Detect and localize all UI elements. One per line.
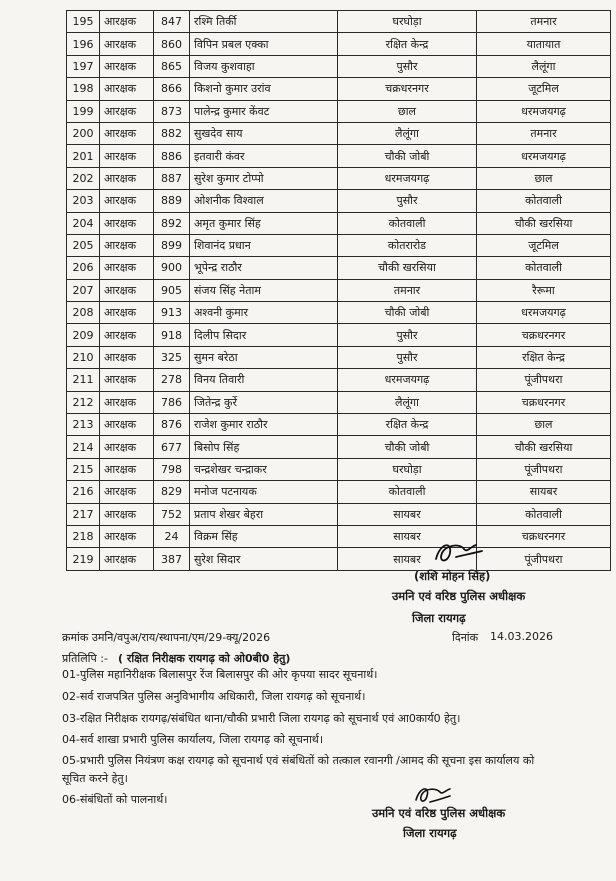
current-posting: पुसौर	[338, 55, 477, 77]
badge-number: 899	[154, 234, 190, 256]
table-row	[67, 145, 611, 167]
serial-number: 197	[67, 55, 100, 77]
employee-name: विक्रम सिंह	[190, 525, 338, 547]
current-posting: चक्रधरनगर	[338, 78, 477, 100]
current-posting: लैलूंगा	[338, 122, 477, 144]
badge-number: 24	[154, 525, 190, 547]
current-posting: पुसौर	[338, 346, 477, 368]
employee-name: इतवारी कंवर	[190, 145, 338, 167]
new-posting: चक्रधरनगर	[477, 391, 611, 413]
new-posting: धरमजयगढ़	[477, 145, 611, 167]
employee-name: मनोज पटनायक	[190, 481, 338, 503]
copy-recipient: ( रक्षित निरीक्षक रायगढ़ को ओ0बी0 हेतु)	[118, 652, 291, 665]
serial-number: 210	[67, 346, 100, 368]
employee-name: दिलीप सिदार	[190, 324, 338, 346]
badge-number: 918	[154, 324, 190, 346]
serial-number: 214	[67, 436, 100, 458]
employee-name: बिसोप सिंह	[190, 436, 338, 458]
badge-number: 752	[154, 503, 190, 525]
serial-number: 206	[67, 257, 100, 279]
table-row	[67, 525, 611, 547]
badge-number: 892	[154, 212, 190, 234]
employee-name: सुरेश सिदार	[190, 548, 338, 570]
table-row	[67, 212, 611, 234]
new-posting: तमनार	[477, 11, 611, 33]
footer-designation: उमनि एवं वरिष्ठ पुलिस अधीक्षक	[372, 806, 506, 820]
rank: आरक्षक	[100, 212, 154, 234]
transfer-table	[66, 10, 611, 571]
current-posting: सायबर	[338, 503, 477, 525]
table-row	[67, 414, 611, 436]
rank: आरक्षक	[100, 548, 154, 570]
new-posting: रैरूमा	[477, 279, 611, 301]
badge-number: 913	[154, 302, 190, 324]
order-date: 14.03.2026	[490, 630, 553, 643]
employee-name: किशनो कुमार उरांव	[190, 78, 338, 100]
new-posting: कोतवाली	[477, 190, 611, 212]
table-row	[67, 481, 611, 503]
new-posting: चौकी खरसिया	[477, 436, 611, 458]
badge-number: 873	[154, 100, 190, 122]
new-posting: तमनार	[477, 122, 611, 144]
signature-mark	[430, 539, 490, 567]
new-posting: चौकी खरसिया	[477, 212, 611, 234]
table-row	[67, 78, 611, 100]
copy-item-3: 03-रक्षित निरीक्षक रायगढ़/संबंधित थाना/चौकी प्रभारी जिला रायगढ़ को सूचनार्थ एवं आ0कार्य0 हेतु।	[62, 712, 461, 725]
employee-name: अश्वनी कुमार	[190, 302, 338, 324]
table-row	[67, 302, 611, 324]
new-posting: छाल	[477, 167, 611, 189]
new-posting: चक्रधरनगर	[477, 324, 611, 346]
rank: आरक्षक	[100, 414, 154, 436]
serial-number: 201	[67, 145, 100, 167]
badge-number: 865	[154, 55, 190, 77]
copy-item-1: 01-पुलिस महानिरीक्षक बिलासपुर रेंज बिलासपुर की ओर कृपया सादर सूचनार्थ।	[62, 668, 378, 681]
table-row	[67, 324, 611, 346]
current-posting: लैलूंगा	[338, 391, 477, 413]
new-posting: सायबर	[477, 481, 611, 503]
rank: आरक्षक	[100, 100, 154, 122]
current-posting: तमनार	[338, 279, 477, 301]
rank: आरक्षक	[100, 145, 154, 167]
current-posting: चौकी जोबी	[338, 145, 477, 167]
badge-number: 387	[154, 548, 190, 570]
serial-number: 219	[67, 548, 100, 570]
current-posting: सायबर	[338, 525, 477, 547]
rank: आरक्षक	[100, 458, 154, 480]
serial-number: 198	[67, 78, 100, 100]
employee-name: शिवानंद प्रधान	[190, 234, 338, 256]
employee-name: रश्मि तिर्की	[190, 11, 338, 33]
serial-number: 204	[67, 212, 100, 234]
current-posting: रक्षित केन्द्र	[338, 33, 477, 55]
serial-number: 215	[67, 458, 100, 480]
table-row	[67, 458, 611, 480]
footer-signature-mark	[410, 782, 454, 808]
copy-item-6: 06-संबंधितों को पालनार्थ।	[62, 793, 168, 806]
signatory-name: (शशि मोहन सिंह)	[414, 569, 491, 583]
serial-number: 203	[67, 190, 100, 212]
table-row	[67, 190, 611, 212]
rank: आरक्षक	[100, 257, 154, 279]
current-posting: चौकी जोबी	[338, 436, 477, 458]
badge-number: 798	[154, 458, 190, 480]
employee-name: सुरेश कुमार टोप्पो	[190, 167, 338, 189]
rank: आरक्षक	[100, 234, 154, 256]
badge-number: 876	[154, 414, 190, 436]
rank: आरक्षक	[100, 167, 154, 189]
serial-number: 196	[67, 33, 100, 55]
rank: आरक्षक	[100, 391, 154, 413]
table-row	[67, 122, 611, 144]
new-posting: यातायात	[477, 33, 611, 55]
employee-name: सुमन बरेठा	[190, 346, 338, 368]
rank: आरक्षक	[100, 78, 154, 100]
table-row	[67, 234, 611, 256]
table-row	[67, 369, 611, 391]
new-posting: धरमजयगढ़	[477, 302, 611, 324]
rank: आरक्षक	[100, 11, 154, 33]
new-posting: छाल	[477, 414, 611, 436]
employee-name: सुखदेव साय	[190, 122, 338, 144]
badge-number: 847	[154, 11, 190, 33]
serial-number: 195	[67, 11, 100, 33]
current-posting: चौकी खरसिया	[338, 257, 477, 279]
serial-number: 213	[67, 414, 100, 436]
serial-number: 211	[67, 369, 100, 391]
new-posting: पूंजीपथरा	[477, 458, 611, 480]
new-posting: रक्षित केन्द्र	[477, 346, 611, 368]
serial-number: 200	[67, 122, 100, 144]
badge-number: 829	[154, 481, 190, 503]
serial-number: 205	[67, 234, 100, 256]
current-posting: कोतवाली	[338, 212, 477, 234]
badge-number: 889	[154, 190, 190, 212]
copy-item-2: 02-सर्व राजपत्रित पुलिस अनुविभागीय अधिकारी, जिला रायगढ़ को सूचनार्थ।	[62, 690, 366, 703]
current-posting: कोतरारोड	[338, 234, 477, 256]
badge-number: 887	[154, 167, 190, 189]
table-row	[67, 167, 611, 189]
badge-number: 882	[154, 122, 190, 144]
table-row	[67, 257, 611, 279]
transfer-table-body	[67, 11, 611, 571]
current-posting: चौकी जोबी	[338, 302, 477, 324]
table-row	[67, 548, 611, 570]
employee-name: संजय सिंह नेताम	[190, 279, 338, 301]
table-row	[67, 279, 611, 301]
rank: आरक्षक	[100, 302, 154, 324]
badge-number: 677	[154, 436, 190, 458]
serial-number: 209	[67, 324, 100, 346]
rank: आरक्षक	[100, 33, 154, 55]
current-posting: कोतवाली	[338, 481, 477, 503]
copy-item-5: 05-प्रभारी पुलिस नियंत्रण कक्ष रायगढ़ को सूचनार्थ एवं संबंधितों को तत्काल रवानगी /आमद की सूचना इस कार्यालय को	[62, 754, 535, 767]
new-posting: जूटमिल	[477, 78, 611, 100]
current-posting: पुसौर	[338, 324, 477, 346]
employee-name: विजय कुशवाहा	[190, 55, 338, 77]
current-posting: घरघोड़ा	[338, 11, 477, 33]
current-posting: धरमजयगढ़	[338, 167, 477, 189]
rank: आरक्षक	[100, 346, 154, 368]
employee-name: विनय तिवारी	[190, 369, 338, 391]
badge-number: 866	[154, 78, 190, 100]
current-posting: सायबर	[338, 548, 477, 570]
table-row	[67, 391, 611, 413]
serial-number: 216	[67, 481, 100, 503]
badge-number: 886	[154, 145, 190, 167]
table-row	[67, 503, 611, 525]
badge-number: 325	[154, 346, 190, 368]
new-posting: चक्रधरनगर	[477, 525, 611, 547]
table-row	[67, 100, 611, 122]
serial-number: 212	[67, 391, 100, 413]
employee-name: राजेश कुमार राठौर	[190, 414, 338, 436]
new-posting: जूटमिल	[477, 234, 611, 256]
table-row	[67, 55, 611, 77]
current-posting: छाल	[338, 100, 477, 122]
new-posting: कोतवाली	[477, 257, 611, 279]
new-posting: पूंजीपथरा	[477, 548, 611, 570]
new-posting: लैलूंगा	[477, 55, 611, 77]
employee-name: विपिन प्रबल एक्का	[190, 33, 338, 55]
signatory-designation: उमनि एवं वरिष्ठ पुलिस अधीक्षक	[392, 589, 526, 603]
current-posting: घरघोड़ा	[338, 458, 477, 480]
rank: आरक्षक	[100, 481, 154, 503]
table-row	[67, 346, 611, 368]
reference-number: क्रमांक उमनि/वपुअ/राय/स्थापना/एम/29-क्यू/2026	[62, 631, 271, 644]
new-posting: पूंजीपथरा	[477, 369, 611, 391]
rank: आरक्षक	[100, 279, 154, 301]
table-row	[67, 11, 611, 33]
rank: आरक्षक	[100, 503, 154, 525]
employee-name: ओशनीक विश्वाल	[190, 190, 338, 212]
date-label: दिनांक	[452, 631, 479, 644]
badge-number: 900	[154, 257, 190, 279]
serial-number: 217	[67, 503, 100, 525]
serial-number: 218	[67, 525, 100, 547]
employee-name: जितेन्द्र कुर्रे	[190, 391, 338, 413]
employee-name: चन्द्रशेखर चन्द्राकर	[190, 458, 338, 480]
current-posting: धरमजयगढ़	[338, 369, 477, 391]
table-row	[67, 33, 611, 55]
employee-name: अमृत कुमार सिंह	[190, 212, 338, 234]
rank: आरक्षक	[100, 324, 154, 346]
rank: आरक्षक	[100, 122, 154, 144]
serial-number: 202	[67, 167, 100, 189]
copy-item-4: 04-सर्व शाखा प्रभारी पुलिस कार्यालय, जिला रायगढ़ को सूचनार्थ।	[62, 733, 324, 746]
signatory-district: जिला रायगढ़	[412, 611, 466, 625]
rank: आरक्षक	[100, 55, 154, 77]
serial-number: 208	[67, 302, 100, 324]
rank: आरक्षक	[100, 369, 154, 391]
rank: आरक्षक	[100, 436, 154, 458]
badge-number: 278	[154, 369, 190, 391]
copy-label: प्रतिलिपि :-	[62, 652, 108, 665]
badge-number: 860	[154, 33, 190, 55]
employee-name: प्रताप शेखर बेहरा	[190, 503, 338, 525]
new-posting: कोतवाली	[477, 503, 611, 525]
serial-number: 199	[67, 100, 100, 122]
badge-number: 905	[154, 279, 190, 301]
current-posting: पुसौर	[338, 190, 477, 212]
rank: आरक्षक	[100, 525, 154, 547]
rank: आरक्षक	[100, 190, 154, 212]
serial-number: 207	[67, 279, 100, 301]
badge-number: 786	[154, 391, 190, 413]
table-row	[67, 436, 611, 458]
new-posting: धरमजयगढ़	[477, 100, 611, 122]
copy-item-5-continued: सूचित करने हेतु।	[62, 772, 128, 785]
current-posting: रक्षित केन्द्र	[338, 414, 477, 436]
footer-district: जिला रायगढ़	[403, 826, 457, 840]
employee-name: पालेन्द्र कुमार केंवट	[190, 100, 338, 122]
employee-name: भूपेन्द्र राठौर	[190, 257, 338, 279]
